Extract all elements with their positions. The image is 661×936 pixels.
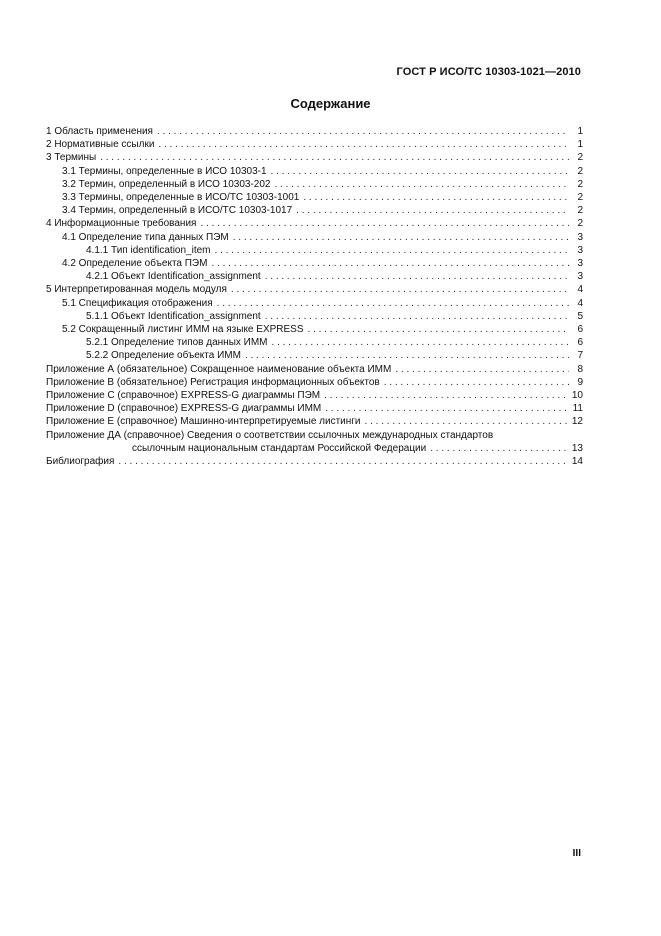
- toc-entry-text: 5.2.1 Определение типов данных ИММ: [86, 337, 268, 349]
- dot-leader: [308, 323, 569, 336]
- toc-entry-page: 12: [571, 416, 583, 428]
- table-of-contents: [46, 125, 583, 468]
- toc-entry[interactable]: [46, 191, 583, 204]
- dot-leader: [303, 191, 569, 204]
- toc-entry-page: 2: [577, 178, 583, 190]
- toc-entry-text: 5 Интерпретированная модель модуля: [46, 284, 227, 296]
- dot-leader: [215, 244, 569, 257]
- toc-entry-text: Библиография: [46, 456, 115, 468]
- toc-entry-text: Приложение С (справочное) EXPRESS-G диаграммы ПЭМ: [46, 390, 321, 402]
- dot-leader: [245, 349, 569, 362]
- toc-entry-page: 7: [577, 350, 583, 362]
- toc-entry[interactable]: [46, 349, 583, 362]
- toc-entry[interactable]: [46, 376, 583, 389]
- page-title: Содержание: [290, 96, 371, 111]
- toc-entry-page: 6: [577, 324, 583, 336]
- toc-entry[interactable]: [46, 310, 583, 323]
- toc-entry-page: 13: [571, 442, 583, 454]
- toc-entry-page: 3: [577, 244, 583, 256]
- toc-entry-text: 5.2.2 Определение объекта ИММ: [86, 350, 241, 362]
- toc-entry-text: Приложение А (обязательное) Сокращенное наименование объекта ИММ: [46, 363, 392, 375]
- toc-entry-text: Приложение D (справочное) EXPRESS-G диаграммы ИММ: [46, 403, 322, 415]
- toc-entry[interactable]: [46, 270, 583, 283]
- toc-entry[interactable]: [46, 455, 583, 468]
- toc-entry[interactable]: [46, 283, 583, 296]
- toc-entry[interactable]: [46, 363, 583, 376]
- toc-entry[interactable]: [46, 178, 583, 191]
- toc-entry-page: 2: [577, 165, 583, 177]
- toc-entry-text: 5.1 Спецификация отображения: [62, 297, 213, 309]
- document-header: ГОСТ Р ИСО/ТС 10303-1021—2010: [396, 66, 581, 78]
- dot-leader: [275, 178, 570, 191]
- toc-entry[interactable]: [46, 125, 583, 138]
- toc-entry[interactable]: [46, 217, 583, 230]
- dot-leader: [233, 231, 569, 244]
- toc-entry-text: 4.1.1 Тип identification_item: [86, 244, 211, 256]
- toc-entry[interactable]: [46, 204, 583, 217]
- toc-entry[interactable]: [46, 336, 583, 349]
- toc-entry[interactable]: [46, 415, 583, 428]
- toc-entry[interactable]: [46, 231, 583, 244]
- toc-entry[interactable]: [46, 297, 583, 310]
- dot-leader: [296, 204, 569, 217]
- page-number: III: [572, 848, 581, 859]
- toc-entry-page: 3: [577, 231, 583, 243]
- toc-entry-page: 5: [577, 310, 583, 322]
- toc-entry[interactable]: [46, 429, 583, 442]
- dot-leader: [265, 310, 569, 323]
- toc-entry-text: 4.2 Определение объекта ПЭМ: [62, 258, 208, 270]
- toc-entry-page: 9: [577, 376, 583, 388]
- toc-entry-page: 1: [577, 139, 583, 151]
- toc-entry-text: 4.1 Определение типа данных ПЭМ: [62, 231, 229, 243]
- toc-entry-text: 3.1 Термины, определенные в ИСО 10303-1: [62, 165, 267, 177]
- dot-leader: [395, 363, 569, 376]
- toc-entry[interactable]: [46, 138, 583, 151]
- dot-leader: [325, 402, 569, 415]
- dot-leader: [100, 151, 569, 164]
- toc-entry[interactable]: [46, 442, 583, 455]
- toc-entry-text: 1 Область применения: [46, 126, 153, 137]
- toc-entry-page: 14: [571, 456, 583, 468]
- toc-entry-text: 3 Термины: [46, 152, 97, 164]
- dot-leader: [265, 270, 569, 283]
- dot-leader: [157, 125, 569, 138]
- dot-leader: [384, 376, 569, 389]
- toc-entry-text: ссылочным национальным стандартам Российской Федерации: [132, 442, 427, 454]
- dot-leader: [158, 138, 569, 151]
- toc-entry-text: Приложение ДА (справочное) Сведения о соответствии ссылочных международных стандартов: [46, 429, 494, 441]
- toc-entry[interactable]: [46, 323, 583, 336]
- toc-entry-page: 3: [577, 271, 583, 283]
- toc-entry[interactable]: [46, 151, 583, 164]
- toc-entry-page: 2: [577, 152, 583, 164]
- dot-leader: [271, 165, 569, 178]
- toc-entry-page: 2: [577, 218, 583, 230]
- dot-leader: [272, 336, 569, 349]
- toc-entry-text: Приложение E (справочное) Машинно-интерпретируемые листинги: [46, 416, 361, 428]
- toc-entry-page: 11: [572, 403, 583, 415]
- toc-entry-page: 1: [577, 126, 583, 137]
- toc-entry-text: 4 Информационные требования: [46, 218, 197, 230]
- toc-entry-text: 3.4 Термин, определенный в ИСО/ТС 10303-1017: [62, 205, 293, 217]
- toc-entry-page: 2: [577, 192, 583, 204]
- dot-leader: [430, 442, 569, 455]
- toc-entry[interactable]: [46, 402, 583, 415]
- dot-leader: [324, 389, 569, 402]
- toc-entry[interactable]: [46, 165, 583, 178]
- toc-entry-text: 4.2.1 Объект Identification_assignment: [86, 271, 261, 283]
- dot-leader: [217, 297, 569, 310]
- toc-entry-page: 10: [571, 390, 583, 402]
- dot-leader: [365, 415, 569, 428]
- toc-entry-page: 8: [577, 363, 583, 375]
- toc-entry-text: 3.3 Термины, определенные в ИСО/ТС 10303-1001: [62, 192, 300, 204]
- toc-entry-page: 4: [577, 297, 583, 309]
- dot-leader: [118, 455, 569, 468]
- toc-entry[interactable]: [46, 257, 583, 270]
- toc-entry-page: 2: [577, 205, 583, 217]
- dot-leader: [200, 217, 569, 230]
- toc-entry[interactable]: [46, 389, 583, 402]
- toc-entry-page: 4: [577, 284, 583, 296]
- toc-entry-page: 6: [577, 337, 583, 349]
- toc-entry-text: Приложение В (обязательное) Регистрация информационных объектов: [46, 376, 380, 388]
- dot-leader: [231, 283, 569, 296]
- toc-entry[interactable]: [46, 244, 583, 257]
- toc-entry-text: 3.2 Термин, определенный в ИСО 10303-202: [62, 178, 271, 190]
- toc-entry-text: 5.2 Сокращенный листинг ИММ на языке EXPRESS: [62, 324, 304, 336]
- dot-leader: [211, 257, 569, 270]
- toc-entry-text: 2 Нормативные ссылки: [46, 139, 155, 151]
- toc-entry-page: 3: [577, 258, 583, 270]
- toc-entry-text: 5.1.1 Объект Identification_assignment: [86, 310, 261, 322]
